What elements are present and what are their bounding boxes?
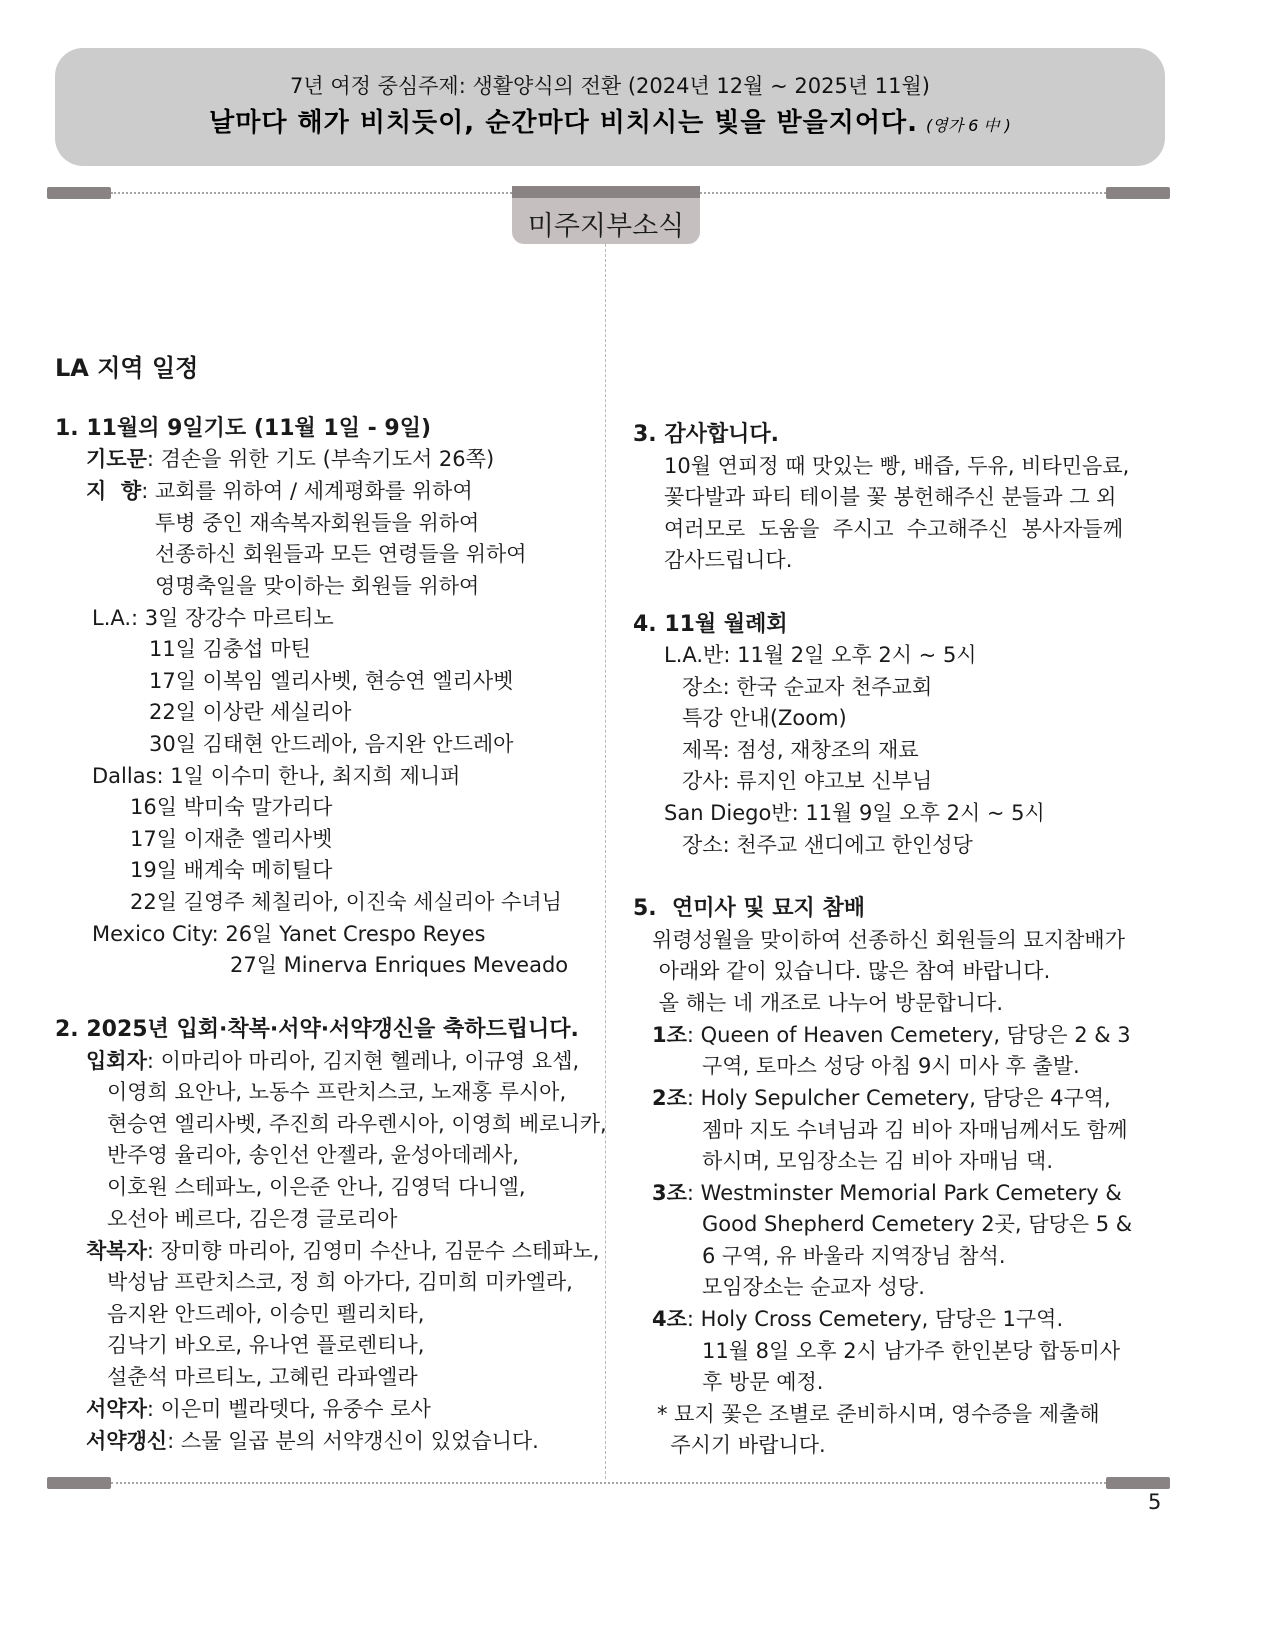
item5-title — [633, 893, 865, 925]
sd-meeting-time: : 11월 9일 오후 2시 ~ 5시 — [791, 801, 1045, 825]
sd-meeting-label: San Diego반 — [664, 801, 792, 825]
la-meeting-detail: 특강 안내(Zoom) — [682, 706, 847, 730]
motto-source: (영가 6 中 ) — [926, 116, 1011, 135]
intent-line: : 교회를 위하여 / 세계평화를 위하여 — [141, 479, 473, 503]
mexico-line: : 26일 Yanet Crespo Reyes — [211, 922, 486, 946]
thanks-line: 꽃다발과 파티 테이블 꽃 봉헌해주신 분들과 그 외 — [664, 485, 1117, 509]
group-1 — [652, 1020, 1131, 1052]
intent-line: 선종하신 회원들과 모든 연령들을 위하여 — [155, 542, 527, 566]
vowed-value: : 이은미 벨라뎃다, 유중수 로사 — [146, 1397, 431, 1421]
column-divider — [605, 244, 606, 1479]
group-line: 구역, 토마스 성당 아침 9시 미사 후 출발. — [702, 1054, 1080, 1078]
la-line: : 3일 장강수 마르티노 — [131, 606, 334, 630]
vowed-line — [86, 1394, 431, 1426]
clothed-line: 김낙기 바오로, 유나연 플로렌티나, — [107, 1333, 425, 1357]
bottom-right-cap — [1106, 1477, 1170, 1489]
clothed-line: 음지완 안드레아, 이승민 펠리치타, — [107, 1302, 425, 1326]
group-3 — [652, 1178, 1122, 1210]
item1-prayer — [86, 444, 494, 476]
entrants-line: 이영희 요안나, 노동수 프란치스코, 노재홍 루시아, — [107, 1080, 567, 1104]
group-line: 11월 8일 오후 2시 남가주 한인본당 합동미사 — [702, 1339, 1121, 1363]
top-left-cap — [47, 187, 111, 199]
top-rule-right — [700, 192, 1106, 194]
bottom-rule — [111, 1482, 1106, 1484]
item1-intent-first — [86, 476, 473, 508]
entrants-line: 오선아 베르다, 김은경 글로리아 — [107, 1207, 398, 1231]
dallas-line: : 1일 이수미 한나, 최지희 제니퍼 — [156, 764, 461, 788]
entrants-label: 입회자 — [86, 1049, 147, 1073]
clothed-first — [86, 1236, 599, 1268]
la-meeting-detail: 장소: 한국 순교자 천주교회 — [682, 675, 933, 699]
renewal-label: 서약갱신 — [86, 1429, 168, 1453]
dallas-line: 17일 이재춘 엘리사벳 — [130, 827, 333, 851]
intent-line: 영명축일을 맞이하는 회원들 위하여 — [155, 574, 480, 598]
group-line: 후 방문 예정. — [702, 1370, 824, 1394]
item1-title — [55, 413, 431, 445]
item2-title-text: 2. 2025년 입회·착복·서약·서약갱신을 축하드립니다. — [55, 1017, 579, 1042]
top-right-cap — [1106, 187, 1170, 199]
dallas-line: 19일 배계숙 메히틸다 — [130, 858, 333, 882]
group-4 — [652, 1304, 1063, 1336]
entrants-line: 반주영 율리아, 송인선 안젤라, 윤성아데레사, — [107, 1143, 519, 1167]
la-line: 22일 이상란 세실리아 — [149, 700, 352, 724]
mexico-feast-first — [92, 919, 485, 951]
item3-title — [633, 419, 779, 451]
item5-title-text: 5. 연미사 및 묘지 참배 — [633, 896, 865, 921]
cemetery-intro: 올 해는 네 개조로 나누어 방문합니다. — [652, 991, 1004, 1015]
mexico-line: 27일 Minerva Enriques Meveado — [230, 953, 569, 977]
item4-title-text: 4. 11월 월례회 — [633, 612, 788, 637]
banner-subtitle: 7년 여정 중심주제: 생활양식의 전환 (2024년 12월 ~ 2025년 11월) — [290, 74, 930, 98]
intent-line: 투병 중인 재속복자회원들을 위하여 — [155, 511, 480, 535]
sd-meeting-detail: 장소: 천주교 샌디에고 한인성당 — [682, 833, 973, 857]
dallas-line: 22일 길영주 체칠리아, 이진숙 세실리아 수녀님 — [130, 890, 562, 914]
entrants-line: 이호원 스테파노, 이은준 안나, 김영덕 다니엘, — [107, 1175, 526, 1199]
entrants-line: 현승연 엘리사벳, 주진희 라우렌시아, 이영희 베로니카, — [107, 1112, 607, 1136]
group-label: 2조 — [652, 1086, 687, 1110]
page-number: 5 — [1148, 1490, 1162, 1514]
cemetery-intro: 아래와 같이 있습니다. 많은 참여 바랍니다. — [652, 959, 1051, 983]
header-banner — [55, 48, 1165, 166]
group-line: 하시며, 모임장소는 김 비아 자매님 댁. — [702, 1149, 1054, 1173]
entrants-line: : 이마리아 마리아, 김지현 헬레나, 이규영 요셉, — [146, 1049, 580, 1073]
la-feast-first — [92, 603, 334, 635]
group-line: : Holy Cross Cemetery, 담당은 1구역. — [686, 1307, 1064, 1331]
banner-motto — [55, 102, 1165, 139]
group-line: : Queen of Heaven Cemetery, 담당은 2 & 3 — [686, 1023, 1131, 1047]
group-line: : Westminster Memorial Park Cemetery & — [686, 1181, 1122, 1205]
group-label: 3조 — [652, 1181, 687, 1205]
vowed-label: 서약자 — [86, 1397, 147, 1421]
dallas-label: Dallas — [92, 764, 157, 788]
la-meeting-label: L.A.반 — [664, 643, 724, 667]
cemetery-intro: 위령성월을 맞이하여 선종하신 회원들의 묘지참배가 — [652, 928, 1125, 952]
renewal-line — [86, 1426, 539, 1458]
item3-title-text: 3. 감사합니다. — [633, 422, 779, 447]
group-line: 젬마 지도 수녀님과 김 비아 자매님께서도 함께 — [702, 1118, 1128, 1142]
clothed-label: 착복자 — [86, 1239, 147, 1263]
entrants-first — [86, 1046, 579, 1078]
motto-text: 날마다 해가 비치듯이, 순간마다 비치시는 빛을 받을지어다. — [209, 108, 918, 138]
dallas-line: 16일 박미숙 말가리다 — [130, 795, 333, 819]
sd-meeting — [664, 798, 1045, 830]
bottom-left-cap — [47, 1477, 111, 1489]
la-meeting-detail: 강사: 류지인 야고보 신부님 — [682, 769, 933, 793]
item2-title — [55, 1014, 579, 1046]
group-line: 모임장소는 순교자 성당. — [702, 1275, 925, 1299]
thanks-line: 여러모로 도움을 주시고 수고해주신 봉사자들께 — [664, 517, 1124, 541]
section-tab-bar — [512, 186, 700, 198]
la-line: 11일 김충섭 마틴 — [149, 637, 311, 661]
item4-title — [633, 609, 788, 641]
renewal-value: : 스물 일곱 분의 서약갱신이 있었습니다. — [167, 1429, 539, 1453]
clothed-line: 박성남 프란치스코, 정 희 아가다, 김미희 미카엘라, — [107, 1270, 573, 1294]
group-label: 1조 — [652, 1023, 687, 1047]
section-tab-label: 미주지부소식 — [527, 211, 685, 242]
thanks-line: 10월 연피정 때 맛있는 빵, 배즙, 두유, 비타민음료, — [664, 454, 1130, 478]
section-tab — [512, 186, 700, 244]
dallas-feast-first — [92, 761, 460, 793]
group-2 — [652, 1083, 1111, 1115]
clothed-line: 설춘석 마르티노, 고혜린 라파엘라 — [107, 1365, 418, 1389]
cemetery-note: * 묘지 꽃은 조별로 준비하시며, 영수증을 제출해 — [657, 1402, 1100, 1426]
thanks-line: 감사드립니다. — [664, 548, 793, 572]
group-line: 6 구역, 유 바울라 지역장님 참석. — [702, 1244, 1006, 1268]
item1-title-text: 1. 11월의 9일기도 (11월 1일 - 9일) — [55, 416, 432, 441]
cemetery-note: 주시기 바랍니다. — [657, 1433, 826, 1457]
la-label: L.A. — [92, 606, 132, 630]
mexico-label: Mexico City — [92, 922, 212, 946]
group-label: 4조 — [652, 1307, 687, 1331]
la-meeting-time: : 11월 2일 오후 2시 ~ 5시 — [723, 643, 977, 667]
group-line: Good Shepherd Cemetery 2곳, 담당은 5 & — [702, 1212, 1133, 1236]
prayer-label: 기도문 — [86, 447, 147, 471]
intent-label: 지 향 — [86, 479, 142, 503]
top-rule-left — [111, 192, 512, 194]
la-meeting — [664, 640, 977, 672]
region-heading: LA 지역 일정 — [55, 354, 199, 382]
la-meeting-detail: 제목: 점성, 재창조의 재료 — [682, 738, 919, 762]
la-line: 30일 김태현 안드레아, 음지완 안드레아 — [149, 732, 514, 756]
group-line: : Holy Sepulcher Cemetery, 담당은 4구역, — [686, 1086, 1111, 1110]
prayer-value: : 겸손을 위한 기도 (부속기도서 26쪽) — [146, 447, 495, 471]
clothed-line: : 장미향 마리아, 김영미 수산나, 김문수 스테파노, — [146, 1239, 600, 1263]
la-line: 17일 이복임 엘리사벳, 현승연 엘리사벳 — [149, 669, 514, 693]
